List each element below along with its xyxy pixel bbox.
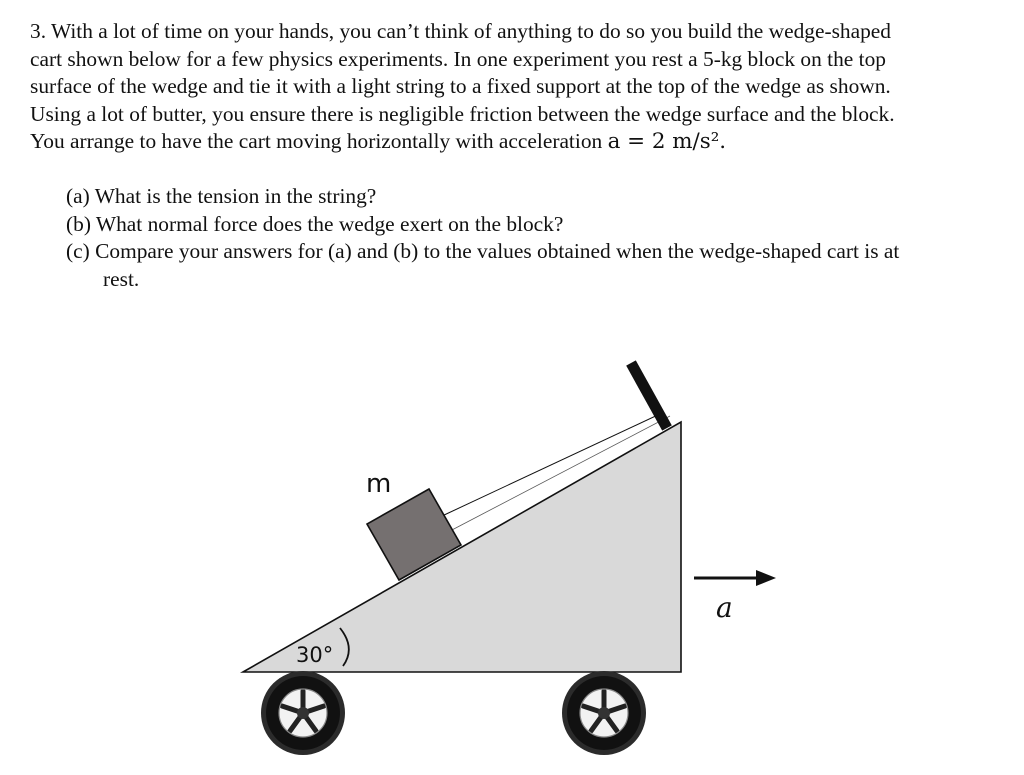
part-b-label: (b) (66, 211, 91, 236)
part-c-label: (c) (66, 239, 90, 263)
part-b-text: What normal force does the wedge exert on the block? (95, 211, 564, 236)
part-c-continuation: rest. (103, 266, 140, 291)
problem-line-5-text: You arrange to have the cart moving horizontally with acceleration (30, 129, 608, 153)
part-a-text: What is the tension in the string? (94, 184, 377, 208)
angle-label: 30° (296, 643, 334, 667)
problem-line-4: Using a lot of butter, you ensure there is negligible friction between the wedge surface and the block. (30, 101, 895, 126)
acceleration-arrowhead (756, 570, 776, 586)
fixed-support (631, 363, 667, 428)
problem-line-3: surface of the wedge and tie it with a light string to a fixed support at the top of the wedge as shown. (30, 74, 891, 98)
problem-line-1: 3. With a lot of time on your hands, you can’t think of anything to do so you build the wedge-shaped (30, 19, 891, 43)
block-mass-label: m (366, 469, 392, 499)
part-c-text: Compare your answers for (a) and (b) to the values obtained when the wedge-shaped cart is at (95, 239, 900, 263)
acceleration-expression: a = 2 m/s². (607, 129, 727, 154)
right-wheel-icon (562, 671, 646, 755)
problem-line-2: cart shown below for a few physics experiments. In one experiment you rest a 5-kg block on the top (30, 46, 886, 71)
acceleration-label: a (716, 591, 733, 624)
left-wheel-icon (261, 671, 345, 755)
wedge (243, 422, 681, 672)
part-a-label: (a) (66, 184, 90, 208)
